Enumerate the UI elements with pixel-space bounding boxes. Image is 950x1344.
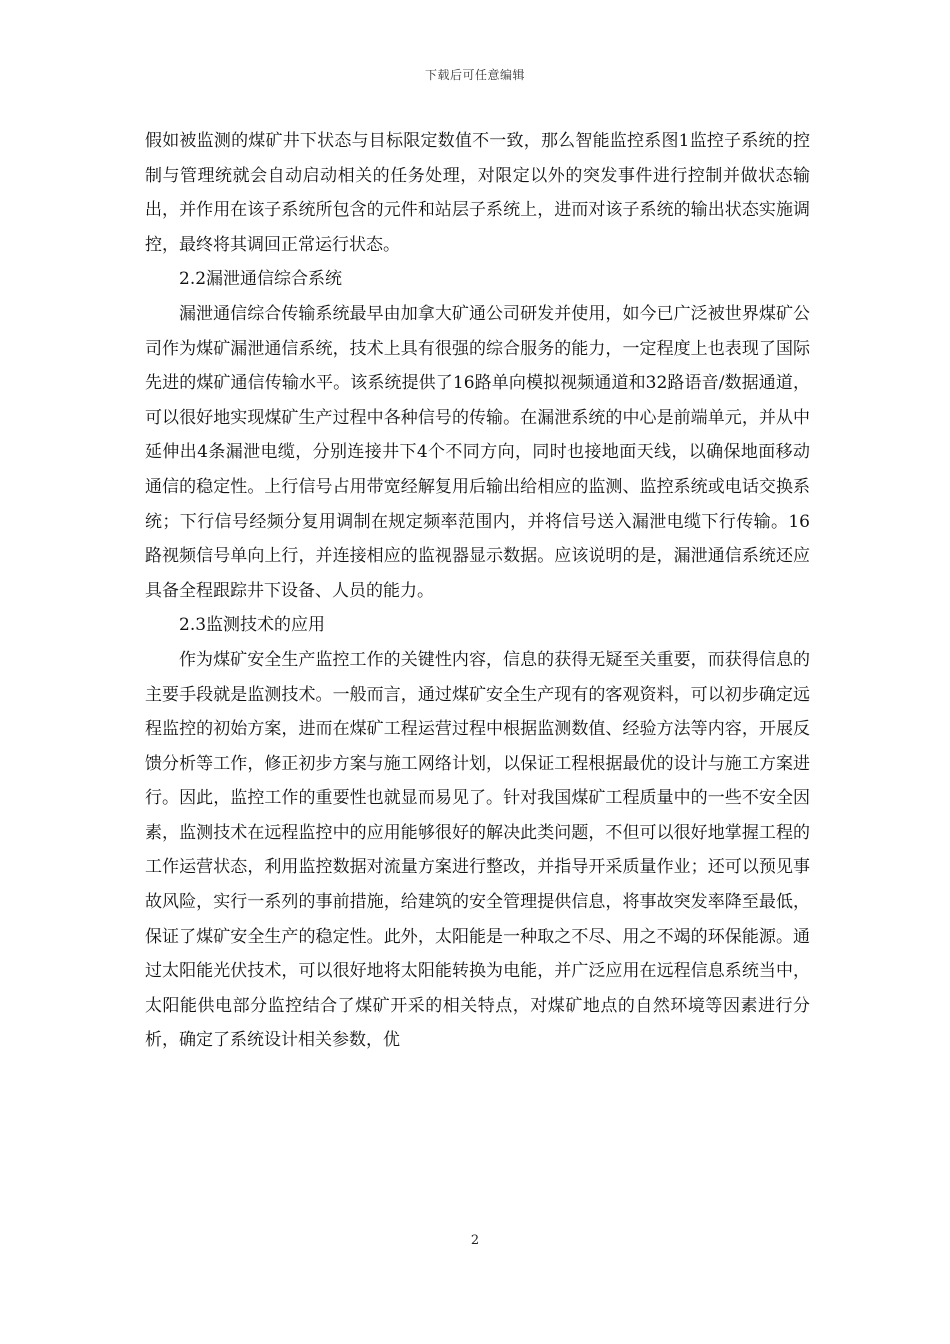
paragraph-intro: 假如被监测的煤矿井下状态与目标限定数值不一致，那么智能监控系图1监控子系统的控制与管理统就会自动启动相关的任务处理，对限定以外的突发事件进行控制并做状态输出，并作用在该子系统所包含的元件和站层子系统上，进而对该子系统的输出状态实施调控，最终将其调回正常运行状态。 [145,131,810,255]
header-note: 下载后可任意编辑 [424,68,525,82]
section-heading-2-3: 2.3监测技术的应用 [179,615,326,636]
page-number: 2 [470,1233,480,1248]
section-heading-2-2: 2.2漏泄通信综合系统 [179,269,343,290]
paragraph-monitoring-technology: 作为煤矿安全生产监控工作的关键性内容，信息的获得无疑至关重要，而获得信息的主要手段就是监测技术。一般而言，通过煤矿安全生产现有的客观资料，可以初步确定远程监控的初始方案，进而在煤矿工程运营过程中根据监测数值、经验方法等内容，开展反馈分析等工作，修正初步方案与施工网络计划，以保证工程根据最优的设计与施工方案进行。因此，监控工作的重要性也就显而易见了。针对我国煤矿工程质量中的一些不安全因素，监测技术在远程监控中的应用能够很好的解决此类问题，不但可以很好地掌握工程的工作运营状态，利用监控数据对流量方案进行整改，并指导开采质量作业；还可以预见事故风险，实行一系列的事前措施，给建筑的安全管理提供信息，将事故突发率降至最低，保证了煤矿安全生产的稳定性。此外，太阳能是一种取之不尽、用之不竭的环保能源。通过太阳能光伏技术，可以很好地将太阳能转换为电能，并广泛应用在远程信息系统当中，太阳能供电部分监控结合了煤矿开采的相关特点，对煤矿地点的自然环境等因素进行分析，确定了系统设计相关参数，优 [145,649,810,1051]
document-body [145,124,810,1058]
paragraph-leaky-feeder-system: 漏泄通信综合传输系统最早由加拿大矿通公司研发并使用，如今已广泛被世界煤矿公司作为煤矿漏泄通信系统，技术上具有很强的综合服务的能力，一定程度上也表现了国际先进的煤矿通信传输水平。该系统提供了16路单向模拟视频通道和32路语音/数据通道，可以很好地实现煤矿生产过程中各种信号的传输。在漏泄系统的中心是前端单元，并从中延伸出4条漏泄电缆，分别连接井下4个不同方向，同时也接地面天线，以确保地面移动通信的稳定性。上行信号占用带宽经解复用后输出给相应的监测、监控系统或电话交换系统；下行信号经频分复用调制在规定频率范围内，并将信号送入漏泄电缆下行传输。16路视频信号单向上行，并连接相应的监视器显示数据。应该说明的是，漏泄通信系统还应具备全程跟踪井下设备、人员的能力。 [145,303,810,601]
